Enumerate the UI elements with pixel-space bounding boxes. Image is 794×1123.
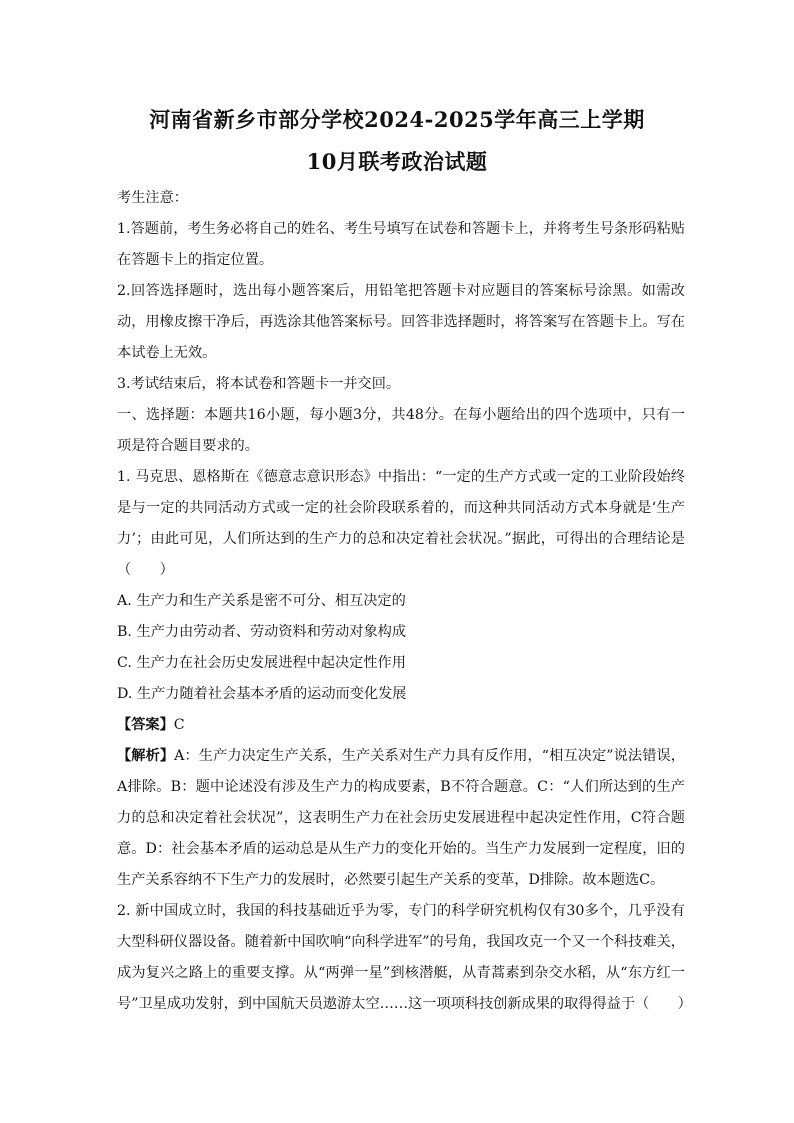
analysis-label: 【解析】	[117, 748, 175, 764]
notice-item-2: 2.回答选择题时，选出每小题答案后，用铅笔把答题卡对应题目的答案标号涂黑。如需改动，用橡皮擦干净后，再选涂其他答案标号。回答非选择题时，将答案写在答题卡上。写在本试卷上无效。	[117, 283, 685, 361]
question-1-option-a: A. 生产力和生产关系是密不可分、相互决定的	[117, 593, 406, 609]
question-1-stem: 1. 马克思、恩格斯在《德意志意识形态》中指出：“一定的生产方式或一定的工业阶段始终是与一定的共同活动方式或一定的社会阶段联系着的，而这种共同活动方式本身就是‘生产力’；由此可见，人们所达到的生产力的总和决定着社会状况。”据此，可得出的合理结论是（ ）	[117, 469, 685, 578]
question-2-stem: 2. 新中国成立时，我国的科技基础近乎为零，专门的科学研究机构仅有30多个，几乎没有大型科研仪器设备。随着新中国吹响“向科学进军”的号角，我国攻克一个又一个科技难关，成为复兴之路上的重要支撑。从“两弹一星”到核潜艇，从青蒿素到杂交水稻，从“东方红一号”卫星成功发射，到中国航天员遨游太空……这一项项科技创新成果的取得得益于（ ）	[117, 903, 692, 1012]
page-subtitle: 10月联考政治试题	[306, 149, 488, 174]
question-1-option-c: C. 生产力在社会历史发展进程中起决定性作用	[117, 655, 406, 671]
answer-value: C	[173, 717, 185, 733]
notice-item-1: 1.答题前，考生务必将自己的姓名、考生号填写在试卷和答题卡上，并将考生号条形码粘贴在答题卡上的指定位置。	[117, 221, 685, 268]
section-heading: 一、选择题：本题共16小题，每小题3分，共48分。在每小题给出的四个选项中，只有一项是符合题目要求的。	[117, 407, 685, 454]
question-1-analysis	[117, 741, 685, 896]
answer-label: 【答案】	[117, 717, 174, 733]
page-title: 河南省新乡市部分学校2024-2025学年高三上学期	[149, 107, 645, 132]
question-1-option-d: D. 生产力随着社会基本矛盾的运动而变化发展	[117, 686, 407, 702]
analysis-text: A：生产力决定生产关系，生产关系对生产力具有反作用，“相互决定”说法错误，A排除。B：题中论述没有涉及生产力的构成要素，B不符合题意。C：“人们所达到的生产力的总和决定着社会状况”，这表明生产力在社会历史发展进程中起决定性作用，C符合题意。D：社会基本矛盾的运动总是从生产力的变化开始的。当生产力发展到一定程度，旧的生产关系容纳不下生产力的发展时，必然要引起生产关系的变革，D排除。故本题选C。	[117, 748, 685, 888]
notice-item-3: 3.考试结束后，将本试卷和答题卡一并交回。	[117, 376, 401, 392]
question-1-answer	[117, 710, 685, 741]
notice-heading: 考生注意：	[117, 190, 188, 206]
question-1-option-b: B. 生产力由劳动者、劳动资料和劳动对象构成	[117, 624, 407, 640]
document-body	[117, 183, 692, 1020]
